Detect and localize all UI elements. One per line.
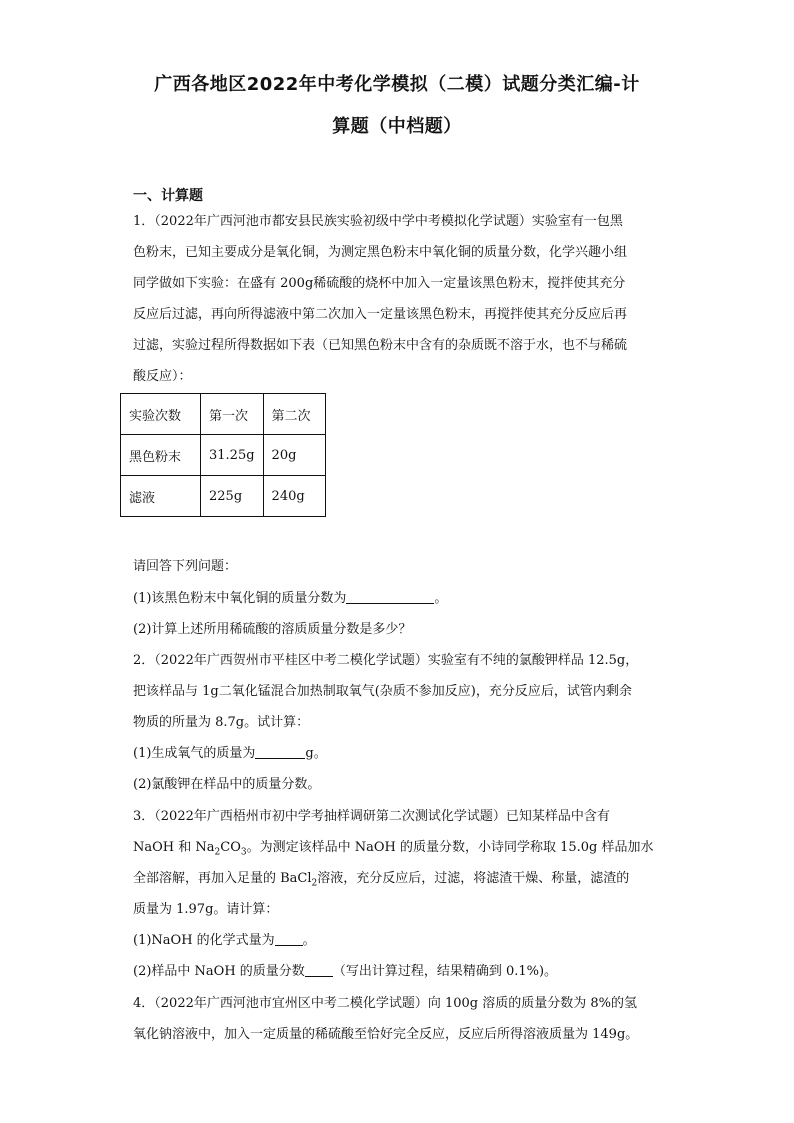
subscript: 2	[311, 878, 318, 889]
q1-line-4: 反应后过滤，再向所得滤液中第二次加入一定量该黑色粉末，再搅拌使其充分反应后再	[133, 307, 628, 322]
answer-blank[interactable]	[275, 932, 303, 946]
q2-sub1-end: g。	[305, 746, 327, 761]
q3-text: 全部溶解，再加入足量的 BaCl	[133, 871, 312, 886]
table-row	[121, 476, 326, 517]
table-cell: 实验次数	[121, 394, 201, 435]
q3-line-4: 质量为 1.97g。请计算：	[133, 902, 279, 917]
q1-sub1-text: (1)该黑色粉末中氧化铜的质量分数为	[133, 591, 347, 606]
document-title-line1: 广西各地区2022年中考化学模拟（二模）试题分类汇编-计	[154, 74, 640, 95]
q1-line-3: 同学做如下实验：在盛有 200g稀硫酸的烧杯中加入一定量该黑色粉末，搅拌使其充分	[133, 276, 626, 291]
q2-line-3: 物质的所量为 8.7g。试计算：	[133, 715, 310, 730]
q3-text: 。为测定该样品中 NaOH 的质量分数，小诗同学称取 15.0g 样品加水	[246, 840, 654, 855]
q3-line-2	[133, 839, 654, 862]
table-cell: 31.25g	[201, 435, 264, 476]
section-heading: 一、计算题	[133, 188, 203, 204]
answer-blank[interactable]	[346, 590, 434, 604]
q3-text: CO	[220, 840, 241, 855]
table-cell: 20g	[263, 435, 325, 476]
q3-text: 溶液，充分反应后，过滤，将滤渣干燥、称量，滤渣的	[317, 871, 630, 886]
q3-text: NaOH 和 Na	[133, 840, 215, 855]
q2-sub1-text: (1)生成氧气的质量为	[133, 746, 256, 761]
q3-line-1: 3．（2022年广西梧州市初中学考抽样调研第二次测试化学试题）已知某样品中含有	[133, 809, 610, 824]
q3-sub1-text: (1)NaOH 的化学式量为	[133, 933, 275, 948]
q3-line-3	[133, 870, 629, 893]
q1-subquestion-2: (2)计算上述所用稀硫酸的溶质质量分数是多少？	[133, 622, 412, 637]
q2-line-2: 把该样品与 1g二氧化锰混合加热制取氧气(杂质不参加反应)，充分反应后，试管内剩余	[133, 684, 632, 699]
table-header-row	[121, 394, 326, 435]
subscript: 2	[214, 847, 221, 858]
q4-line-1: 4．（2022年广西河池市宜州区中考二模化学试题）向 100g 溶质的质量分数为 8%的氢	[133, 996, 638, 1011]
answer-blank[interactable]	[255, 745, 305, 759]
q4-line-2: 氧化钠溶液中，加入一定质量的稀硫酸至恰好完全反应，反应后所得溶液质量为 149g。	[133, 1027, 639, 1042]
q3-sub2-end: （写出计算过程，结果精确到 0.1%)。	[332, 964, 558, 979]
q2-subquestion-1	[133, 745, 327, 763]
q1-prompt: 请回答下列问题：	[133, 559, 238, 574]
q3-sub1-end: 。	[302, 933, 316, 948]
table-cell: 225g	[201, 476, 264, 517]
subscript: 3	[240, 847, 247, 858]
q3-subquestion-2	[133, 963, 557, 981]
q3-sub2-text: (2)样品中 NaOH 的质量分数	[133, 964, 305, 979]
q2-line-1: 2．（2022年广西贺州市平桂区中考二模化学试题）实验室有不纯的氯酸钾样品 12.5g，	[133, 653, 639, 668]
answer-blank[interactable]	[305, 963, 333, 977]
table-cell: 滤液	[121, 476, 201, 517]
table-cell: 第二次	[263, 394, 325, 435]
table-cell: 第一次	[201, 394, 264, 435]
table-row	[121, 435, 326, 476]
q1-line-2: 色粉末，已知主要成分是氧化铜，为测定黑色粉末中氧化铜的质量分数，化学兴趣小组	[133, 245, 628, 260]
q2-subquestion-2: (2)氯酸钾在样品中的质量分数。	[133, 777, 321, 792]
q3-subquestion-1	[133, 932, 316, 950]
q1-line-6: 酸反应）：	[133, 369, 192, 384]
table-cell: 240g	[263, 476, 325, 517]
q1-data-table	[120, 393, 326, 517]
q1-subquestion-1	[133, 590, 447, 608]
q1-line-5: 过滤，实验过程所得数据如下表（已知黑色粉末中含有的杂质既不溶于水，也不与稀硫	[133, 338, 628, 353]
q1-sub1-end: 。	[434, 591, 448, 606]
document-title-line2: 算题（中档题）	[332, 116, 462, 137]
q1-line-1: 1．（2022年广西河池市都安县民族实验初级中学中考模拟化学试题）实验室有一包黑	[133, 214, 623, 229]
table-cell: 黑色粉末	[121, 435, 201, 476]
